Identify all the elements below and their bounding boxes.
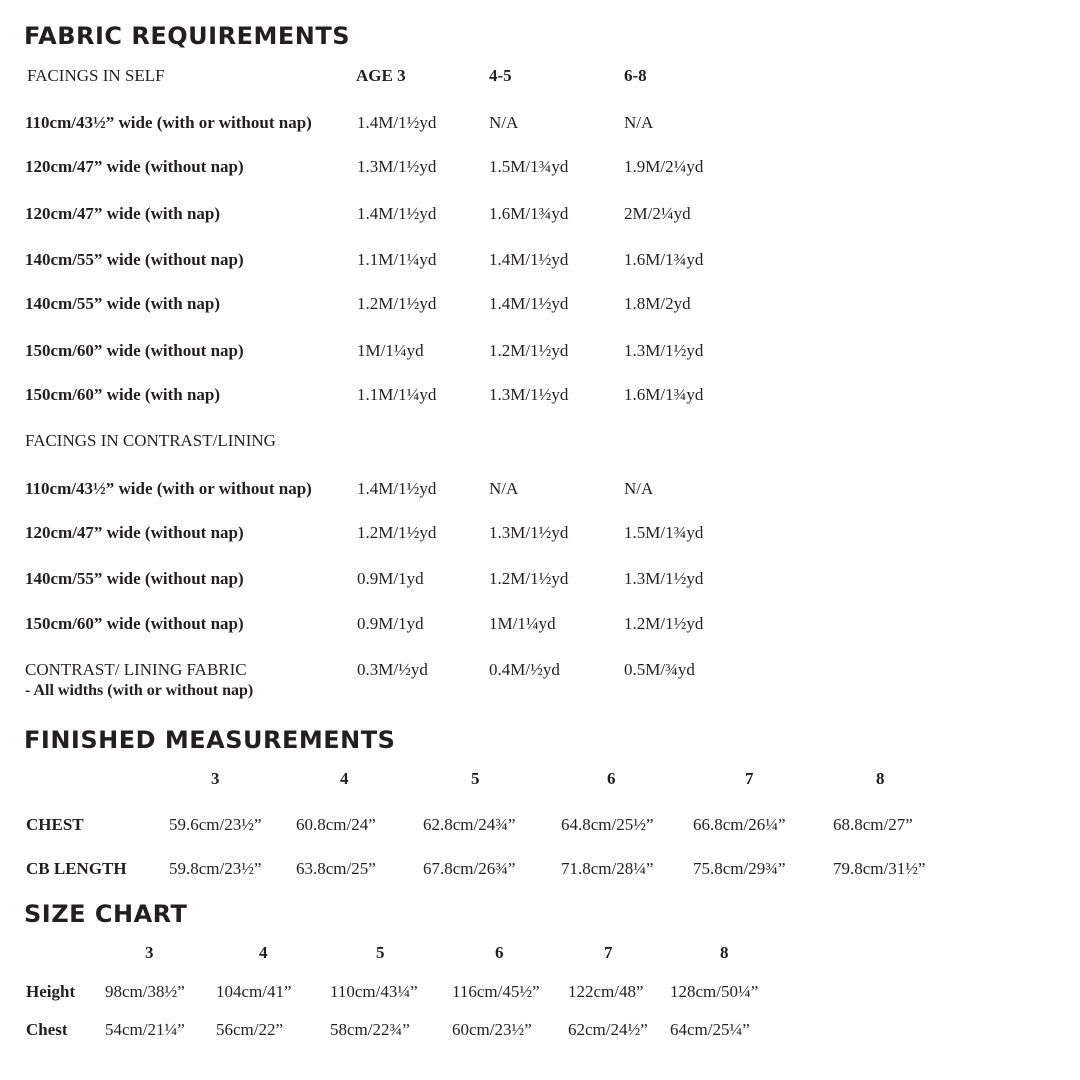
row-label: 150cm/60” wide (without nap) bbox=[25, 614, 244, 633]
cell-value: 0.5M/¾yd bbox=[624, 660, 695, 679]
cell-value: 59.6cm/23½” bbox=[169, 815, 262, 834]
cell-value: 1.4M/1½yd bbox=[357, 204, 437, 223]
cell-value: 1.2M/1½yd bbox=[489, 341, 569, 360]
cell-value: 1.6M/1¾yd bbox=[624, 250, 704, 269]
cell-value: 1.5M/1¾yd bbox=[624, 523, 704, 542]
cell-value: 75.8cm/29¾” bbox=[693, 859, 786, 878]
row-label: 120cm/47” wide (with nap) bbox=[25, 204, 221, 223]
facings-in-self-heading: FACINGS IN SELF bbox=[27, 66, 165, 85]
size-header: 6 bbox=[495, 943, 504, 962]
cell-value: 128cm/50¼” bbox=[670, 982, 759, 1001]
cell-value: 64cm/25¼” bbox=[670, 1020, 750, 1039]
cell-value: 110cm/43¼” bbox=[330, 982, 418, 1001]
cell-value: 64.8cm/25½” bbox=[561, 815, 654, 834]
lining-fabric-sublabel: - All widths (with or without nap) bbox=[25, 682, 254, 699]
cell-value: N/A bbox=[489, 113, 519, 132]
size-header: 4 bbox=[259, 943, 268, 962]
row-label: CHEST bbox=[26, 815, 84, 834]
cell-value: 98cm/38½” bbox=[105, 982, 185, 1001]
cell-value: 1.2M/1½yd bbox=[489, 569, 569, 588]
size-header: 6 bbox=[607, 769, 616, 788]
cell-value: 1.3M/1½yd bbox=[357, 157, 437, 176]
cell-value: 1.1M/1¼yd bbox=[357, 250, 437, 269]
column-header: AGE 3 bbox=[356, 66, 406, 85]
cell-value: 0.9M/1yd bbox=[357, 614, 424, 633]
size-header: 4 bbox=[340, 769, 349, 788]
cell-value: 1.3M/1½yd bbox=[489, 523, 569, 542]
cell-value: 62.8cm/24¾” bbox=[423, 815, 516, 834]
cell-value: 104cm/41” bbox=[216, 982, 292, 1001]
cell-value: 1.8M/2yd bbox=[624, 294, 691, 313]
cell-value: 67.8cm/26¾” bbox=[423, 859, 516, 878]
fabric-requirements-title: FABRIC REQUIREMENTS bbox=[24, 22, 350, 50]
size-header: 8 bbox=[720, 943, 729, 962]
row-label: 110cm/43½” wide (with or without nap) bbox=[25, 113, 312, 132]
cell-value: N/A bbox=[624, 479, 654, 498]
cell-value: 1.9M/2¼yd bbox=[624, 157, 704, 176]
cell-value: 1.2M/1½yd bbox=[357, 294, 437, 313]
cell-value: 62cm/24½” bbox=[568, 1020, 648, 1039]
size-header: 8 bbox=[876, 769, 885, 788]
row-label: 150cm/60” wide (with nap) bbox=[25, 385, 221, 404]
cell-value: 1.3M/1½yd bbox=[624, 341, 704, 360]
cell-value: 1.2M/1½yd bbox=[357, 523, 437, 542]
cell-value: 1M/1¼yd bbox=[357, 341, 424, 360]
cell-value: N/A bbox=[624, 113, 654, 132]
cell-value: 1.3M/1½yd bbox=[624, 569, 704, 588]
cell-value: N/A bbox=[489, 479, 519, 498]
cell-value: 63.8cm/25” bbox=[296, 859, 376, 878]
lining-fabric-label: CONTRAST/ LINING FABRIC bbox=[25, 660, 247, 679]
cell-value: 122cm/48” bbox=[568, 982, 644, 1001]
row-label: 120cm/47” wide (without nap) bbox=[25, 523, 244, 542]
row-label: 140cm/55” wide (without nap) bbox=[25, 250, 244, 269]
cell-value: 1.2M/1½yd bbox=[624, 614, 704, 633]
cell-value: 60cm/23½” bbox=[452, 1020, 532, 1039]
cell-value: 0.4M/½yd bbox=[489, 660, 560, 679]
cell-value: 59.8cm/23½” bbox=[169, 859, 262, 878]
cell-value: 60.8cm/24” bbox=[296, 815, 376, 834]
cell-value: 1.1M/1¼yd bbox=[357, 385, 437, 404]
column-header: 6-8 bbox=[624, 66, 647, 85]
row-label: 120cm/47” wide (without nap) bbox=[25, 157, 244, 176]
cell-value: 1.4M/1½yd bbox=[357, 479, 437, 498]
size-header: 5 bbox=[376, 943, 385, 962]
size-chart-title: SIZE CHART bbox=[24, 900, 188, 928]
size-header: 7 bbox=[604, 943, 613, 962]
cell-value: 1.3M/1½yd bbox=[489, 385, 569, 404]
size-header: 3 bbox=[145, 943, 154, 962]
row-label: 140cm/55” wide (without nap) bbox=[25, 569, 244, 588]
row-label: 150cm/60” wide (without nap) bbox=[25, 341, 244, 360]
cell-value: 0.3M/½yd bbox=[357, 660, 428, 679]
column-header: 4-5 bbox=[489, 66, 512, 85]
cell-value: 58cm/22¾” bbox=[330, 1020, 410, 1039]
cell-value: 116cm/45½” bbox=[452, 982, 540, 1001]
size-header: 3 bbox=[211, 769, 220, 788]
cell-value: 56cm/22” bbox=[216, 1020, 284, 1039]
row-label: 140cm/55” wide (with nap) bbox=[25, 294, 221, 313]
finished-measurements-title: FINISHED MEASUREMENTS bbox=[24, 726, 396, 754]
cell-value: 79.8cm/31½” bbox=[833, 859, 926, 878]
cell-value: 1.4M/1½yd bbox=[489, 294, 569, 313]
facings-in-contrast-heading: FACINGS IN CONTRAST/LINING bbox=[25, 431, 276, 450]
size-header: 5 bbox=[471, 769, 480, 788]
cell-value: 1M/1¼yd bbox=[489, 614, 556, 633]
row-label: 110cm/43½” wide (with or without nap) bbox=[25, 479, 312, 498]
cell-value: 71.8cm/28¼” bbox=[561, 859, 654, 878]
row-label: Height bbox=[26, 982, 76, 1001]
cell-value: 2M/2¼yd bbox=[624, 204, 691, 223]
cell-value: 1.4M/1½yd bbox=[489, 250, 569, 269]
cell-value: 68.8cm/27” bbox=[833, 815, 913, 834]
cell-value: 1.6M/1¾yd bbox=[624, 385, 704, 404]
cell-value: 0.9M/1yd bbox=[357, 569, 424, 588]
row-label: Chest bbox=[26, 1020, 68, 1039]
size-header: 7 bbox=[745, 769, 754, 788]
cell-value: 66.8cm/26¼” bbox=[693, 815, 786, 834]
cell-value: 1.5M/1¾yd bbox=[489, 157, 569, 176]
cell-value: 54cm/21¼” bbox=[105, 1020, 185, 1039]
row-label: CB LENGTH bbox=[26, 859, 127, 878]
cell-value: 1.6M/1¾yd bbox=[489, 204, 569, 223]
cell-value: 1.4M/1½yd bbox=[357, 113, 437, 132]
